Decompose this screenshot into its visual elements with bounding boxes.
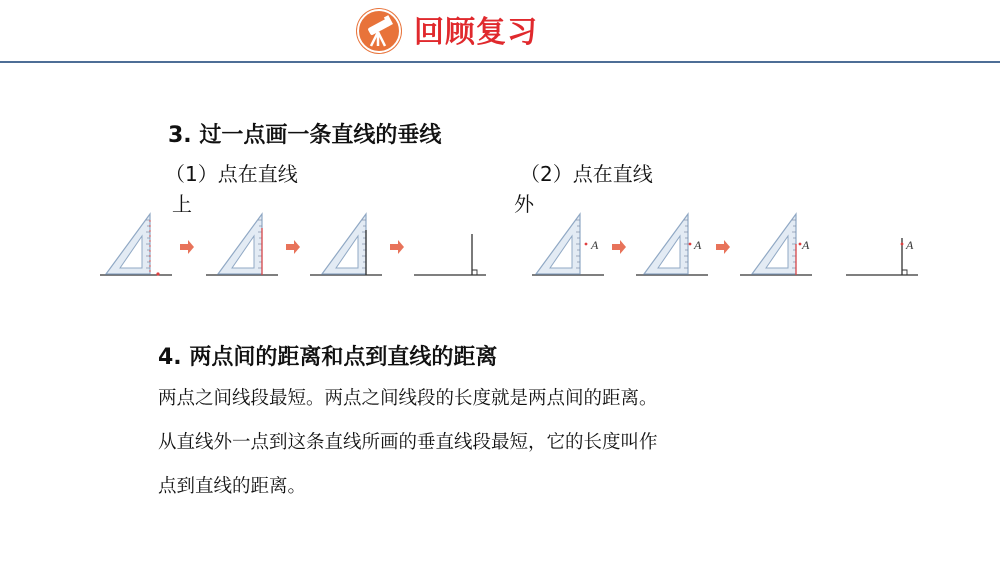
case-1-step-3 — [310, 214, 382, 275]
section-3-heading: 3. 过一点画一条直线的垂线 — [168, 123, 442, 148]
point-a-label: A — [906, 238, 914, 252]
case-1-step-4 — [414, 234, 486, 275]
paragraph-line-3: 点到直线的距离。 — [158, 476, 307, 497]
case-1-step-2 — [206, 214, 278, 275]
paragraph-line-2: 从直线外一点到这条直线所画的垂直线段最短，它的长度叫作 — [158, 432, 658, 453]
point-a-label: A — [591, 238, 599, 252]
telescope-icon — [356, 8, 402, 54]
logo-badge — [356, 8, 402, 54]
case-2-step-4 — [846, 238, 918, 275]
perpendicular-steps-figure — [0, 190, 1000, 290]
step-arrow-icon — [286, 240, 300, 254]
case-2-label: （2）点在直线 — [520, 162, 653, 186]
paragraph-line-1: 两点之间线段最短。两点之间线段的长度就是两点间的距离。 — [158, 388, 658, 409]
point-a-label: A — [802, 238, 810, 252]
case-2-step-1 — [532, 214, 604, 275]
case-1-label-cut: 上 — [172, 192, 192, 216]
step-arrow-icon — [716, 240, 730, 254]
case-1-step-1 — [100, 214, 172, 276]
page-title: 回顾复习 — [414, 15, 538, 50]
case-1-label: （1）点在直线 — [165, 162, 298, 186]
case-2-step-3 — [740, 214, 812, 275]
header-divider — [0, 61, 1000, 63]
case-2-label-cut: 外 — [514, 192, 534, 216]
step-arrow-icon — [612, 240, 626, 254]
point-a-label: A — [694, 238, 702, 252]
section-4-heading: 4. 两点间的距离和点到直线的距离 — [158, 345, 498, 370]
case-2-step-2 — [636, 214, 708, 275]
step-arrow-icon — [390, 240, 404, 254]
step-arrow-icon — [180, 240, 194, 254]
